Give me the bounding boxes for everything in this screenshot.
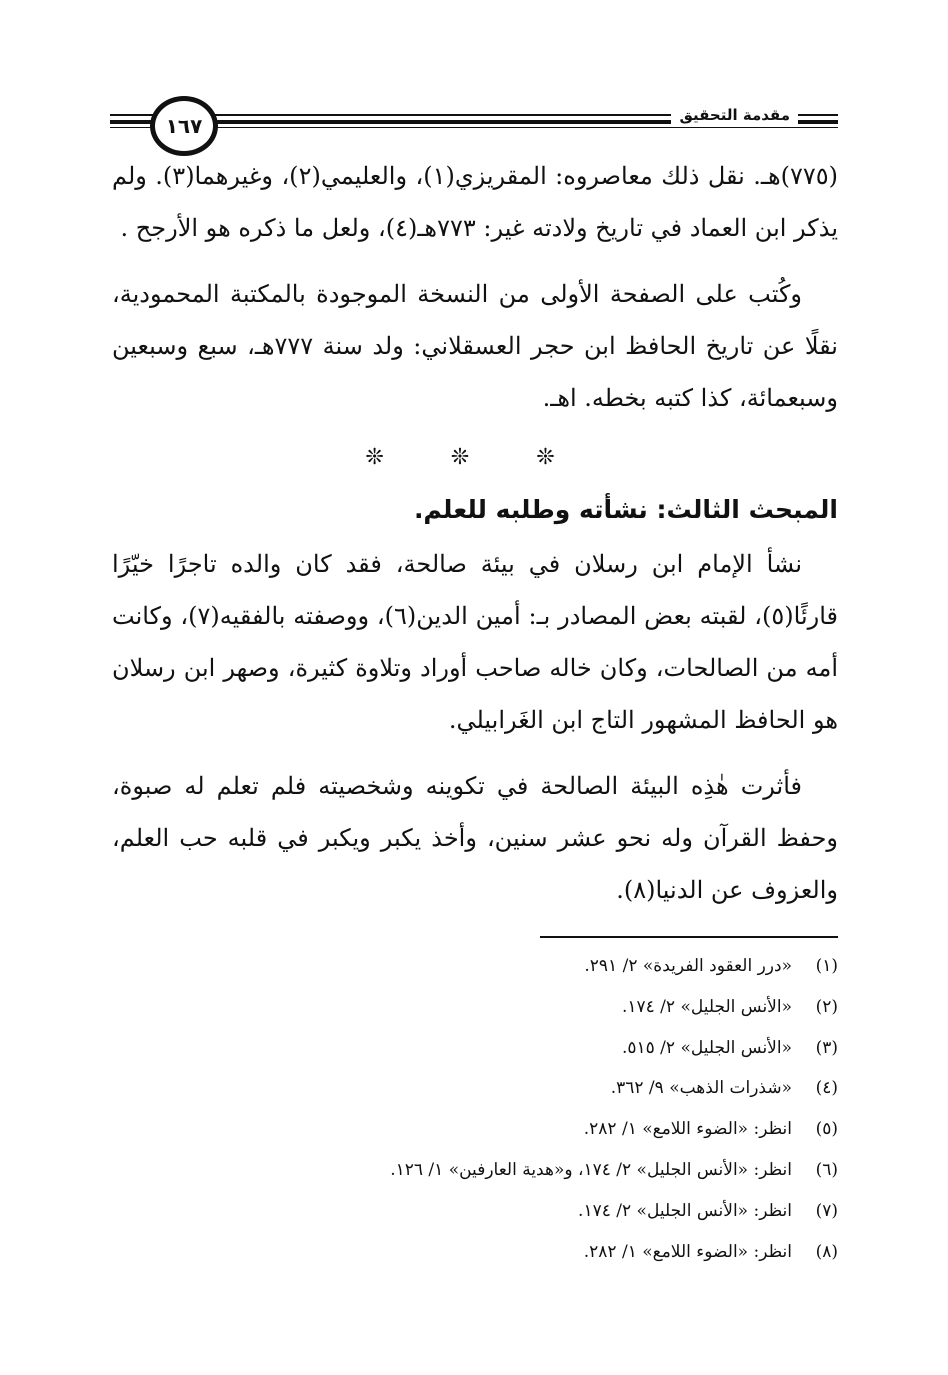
footnote-number: (٣): [815, 1037, 838, 1058]
footnotes: [112, 946, 838, 1272]
paragraph: وكُتب على الصفحة الأولى من النسخة الموجودة بالمكتبة المحمودية، نقلًا عن تاريخ الحافظ ابن حجر العسقلاني: ولد سنة ٧٧٧هـ، سبع وسبعين وسبعمائة، كذا كتبه بخطه. اهـ.: [112, 280, 838, 412]
footnote: [112, 1150, 838, 1191]
footnote: [112, 946, 838, 987]
paragraph: (٧٧٥)هـ. نقل ذلك معاصروه: المقريزي(١)، والعليمي(٢)، وغيرهما(٣). ولم يذكر ابن العماد في تاريخ ولادته غير: ٧٧٣هـ(٤)، ولعل ما ذكره هو الأرجح .: [112, 162, 839, 242]
footnote: [112, 1232, 838, 1273]
footnote-text: «الأنس الجليل» ٢/ ١٧٤.: [621, 996, 792, 1017]
footnote-number: (١): [815, 956, 838, 976]
footnote-number: (٦): [815, 1159, 838, 1180]
footnote: [112, 1191, 838, 1232]
paragraph: نشأ الإمام ابن رسلان في بيئة صالحة، فقد كان والده تاجرًا خيّرًا قارئًا(٥)، لقبته بعض المصادر بـ: أمين الدين(٦)، ووصفته بالفقيه(٧)، وكانت أمه من الصالحات، وكان خاله صاحب أوراد وتلاوة كثيرة، وصهر ابن رسلان هو الحافظ المشهور التاج ابن الغَرابيلي.: [112, 550, 839, 734]
footnote-number: (٢): [815, 996, 838, 1017]
main-text: [112, 150, 838, 930]
footnote: [112, 1109, 838, 1150]
footnote: [112, 1068, 838, 1109]
footnote-text: انظر: «الأنس الجليل» ٢/ ١٧٤، و«هدية العارفين» ١/ ١٢٦.: [390, 1159, 792, 1180]
footnote-text: انظر: «الضوء اللامع» ١/ ٢٨٢.: [583, 1241, 792, 1262]
running-header: [110, 90, 838, 150]
footnote-number: (٧): [815, 1200, 838, 1221]
chapter-title: مقدمة التحقيق: [671, 106, 798, 124]
section-heading: المبحث الثالث: نشأته وطلبه للعلم.: [413, 495, 838, 524]
footnote: [112, 1028, 838, 1069]
footnote-rule: [540, 936, 838, 938]
footnote-text: «درر العقود الفريدة» ٢/ ٢٩١.: [584, 956, 792, 976]
footnote-text: «الأنس الجليل» ٢/ ٥١٥.: [621, 1037, 792, 1058]
page-number: ١٦٧: [150, 96, 218, 156]
footnote-text: انظر: «الضوء اللامع» ١/ ٢٨٢.: [583, 1119, 792, 1140]
footnote-number: (٥): [815, 1119, 838, 1140]
footnote-text: انظر: «الأنس الجليل» ٢/ ١٧٤.: [578, 1200, 792, 1221]
footnote-number: (٤): [815, 1078, 838, 1099]
paragraph: فأثرت هٰذِه البيئة الصالحة في تكوينه وشخصيته فلم تعلم له صبوة، وحفظ القرآن وله نحو عشر سنين، وأخذ يكبر ويكبر في قلبه حب العلم، والعزوف عن الدنيا(٨).: [112, 772, 838, 904]
section-separator: ❊ ❊ ❊: [365, 445, 585, 470]
footnote-number: (٨): [815, 1241, 838, 1262]
footnote: [112, 987, 838, 1028]
footnote-text: «شذرات الذهب» ٩/ ٣٦٢.: [610, 1078, 792, 1099]
header-rule-thin: [110, 127, 838, 128]
